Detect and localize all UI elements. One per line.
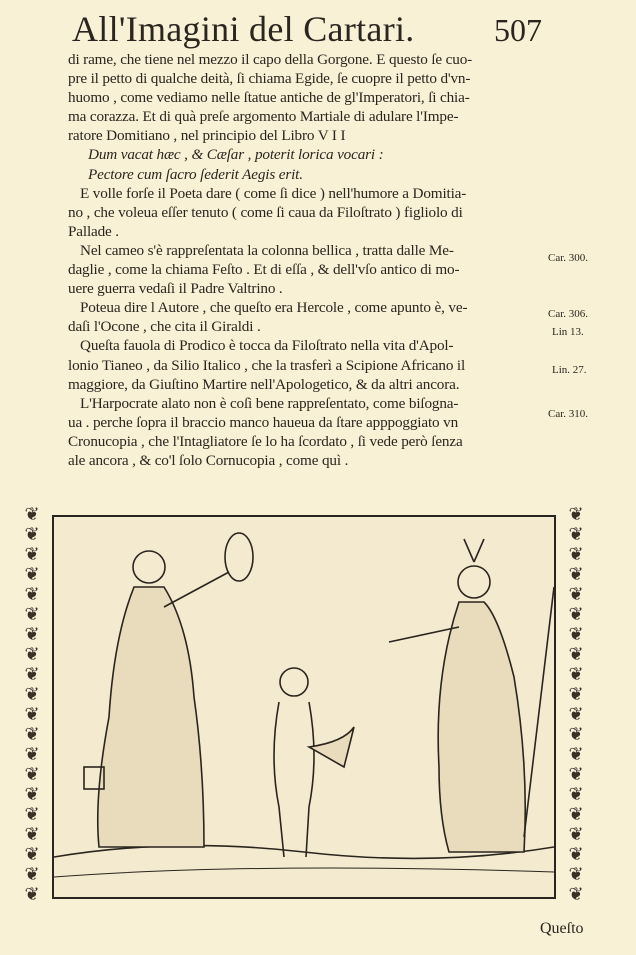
text-line: uere guerra vedaſi il Padre Valtrino . [68, 280, 283, 298]
ornament-border-right: ❦ ❦ ❦ ❦ ❦ ❦ ❦ ❦ ❦ ❦ ❦ ❦ ❦ ❦ ❦ ❦ ❦ ❦ ❦ ❦ [568, 504, 584, 905]
running-head [72, 8, 542, 50]
child-figure [274, 668, 354, 857]
text-line: ma corazza. Et di quà preſe argomento Martiale di adulare l'Impe- [68, 108, 459, 126]
text-line: Cronucopia , che l'Intagliatore ſe lo ha ſcordato , ſi vede però ſenza [68, 432, 463, 450]
margin-note: Car. 300. [548, 252, 589, 264]
text-line: maggiore, da Giuſtino Martire nell'Apologetico, & da altri ancora. [68, 375, 460, 393]
text-line: ua . perche ſopra il braccio manco haueua da ſtare apppoggiato vn [68, 413, 459, 431]
text-line: Nel cameo s'è rappreſentata la colonna bellica , tratta dalle Me- [80, 241, 454, 259]
ornament-border-left: ❦ ❦ ❦ ❦ ❦ ❦ ❦ ❦ ❦ ❦ ❦ ❦ ❦ ❦ ❦ ❦ ❦ ❦ ❦ ❦ [24, 504, 40, 905]
body-text [68, 50, 534, 470]
running-head-title: All'Imagini del Cartari. [72, 9, 415, 49]
text-line: huomo , come vediamo nelle ſtatue antiche de gl'Imperatori, ſi chia- [68, 89, 470, 107]
man-right-figure [389, 539, 554, 852]
text-line: lonio Tianeo , da Silio Italico , che la trasferì a Scipione Africano il [68, 356, 466, 374]
text-line: daglie , come la chiama Feſto . Et di eſſa , & dell'vſo antico di mo- [68, 261, 460, 279]
margin-note: Lin 13. [552, 326, 584, 338]
margin-note: Car. 310. [548, 408, 589, 420]
verse-line: Dum vacat hæc , & Cæſar , poterit lorica vocari : [88, 146, 384, 164]
text-line: daſi l'Ocone , che cita il Giraldi . [68, 318, 261, 336]
page-number: 507 [494, 12, 542, 48]
margin-note: Car. 306. [548, 308, 589, 320]
text-line: ale ancora , & co'l ſolo Cornucopia , come quì . [68, 451, 349, 469]
text-line: ratore Domitiano , nel principio del Libro V I I [68, 127, 346, 145]
text-line: Pallade . [68, 222, 119, 240]
catchword: Queſto [540, 920, 584, 937]
text-line: pre il petto di qualche deità, ſi chiama Egide, ſe cuopre il petto d'vn- [68, 70, 471, 88]
text-line: E volle forſe il Poeta dare ( come ſi dice ) nell'humore a Domitia- [80, 184, 467, 202]
text-line: di rame, che tiene nel mezzo il capo della Gorgone. E questo ſe cuo- [68, 51, 473, 68]
woman-left-figure [84, 533, 253, 847]
text-line: no , che voleua eſſer tenuto ( come ſi caua da Filoſtrato ) figliolo di [68, 203, 463, 221]
verse-line: Pectore cum ſacro ſederit Aegis erit. [88, 165, 303, 183]
margin-note: Lin. 27. [552, 364, 587, 376]
text-line: Queſta fauola di Prodico è tocca da Filoſtrato nella vita d'Apol- [80, 337, 454, 355]
woodcut-illustration [52, 515, 556, 899]
text-line: L'Harpocrate alato non è coſì bene rappreſentato, come biſogna- [80, 394, 459, 412]
text-line: Poteua dire l Autore , che queſto era Hercole , come apunto è, ve- [80, 299, 468, 317]
